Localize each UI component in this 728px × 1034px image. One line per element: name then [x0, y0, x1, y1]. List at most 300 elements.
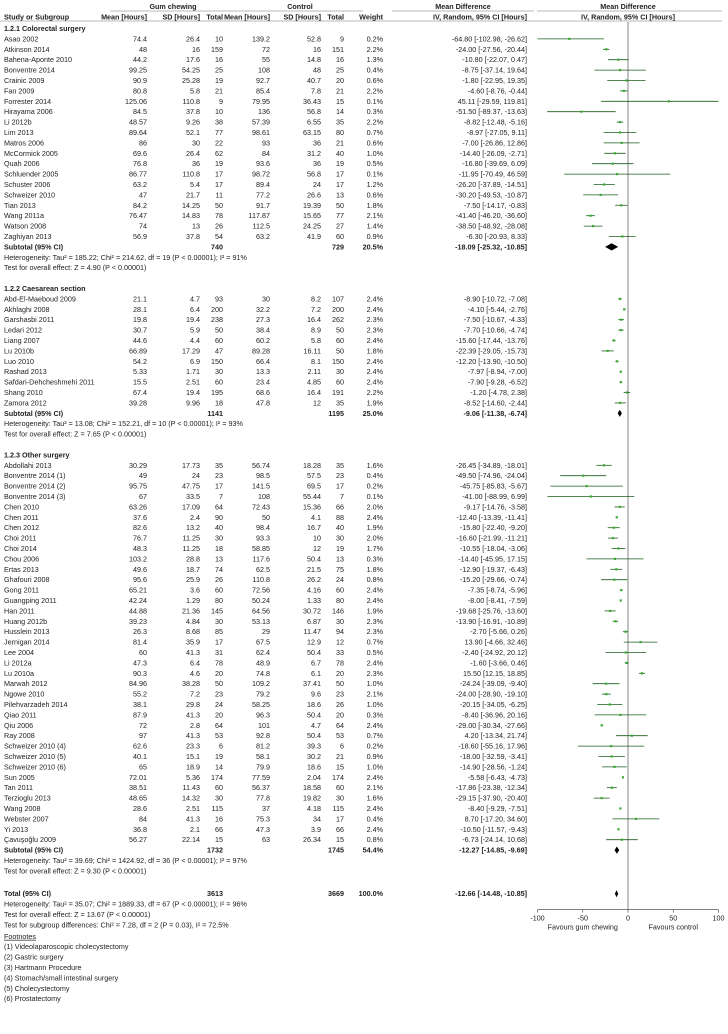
cell-sd-control: 56.8: [307, 169, 321, 179]
cell-mean-gum: 44.6: [133, 336, 147, 345]
study-name: Jernigan 2014: [4, 637, 50, 647]
cell-sd-gum: 17.73: [182, 460, 200, 470]
cell-sd-gum: 25.28: [182, 76, 200, 85]
cell-md-ci: -8.00 [-8.41, -7.59]: [467, 596, 527, 605]
cell-weight: 1.0%: [366, 700, 383, 709]
study-name: Çavuşoğlu 2009: [4, 835, 56, 845]
cell-sd-gum: 21.36: [182, 606, 200, 616]
column-header-sd-gum: SD [Hours]: [162, 12, 200, 22]
cell-total-control: 88: [336, 512, 344, 522]
cell-weight: 2.4%: [366, 356, 383, 366]
cell-md-ci: -14.40 [-45.95, 17.15]: [458, 554, 527, 564]
cell-sd-gum: 9.26: [186, 117, 200, 127]
cell-weight: 2.2%: [366, 86, 383, 96]
cell-mean-control: 92.7: [256, 76, 270, 85]
cell-mean-control: 13.3: [256, 367, 270, 377]
cell-total-control: 40: [336, 148, 344, 158]
cell-mean-gum: 67: [139, 492, 147, 501]
cell-total-control: 20: [336, 76, 344, 85]
study-marker: [601, 797, 603, 799]
cell-total-gum: 47: [215, 346, 223, 356]
study-marker: [611, 787, 613, 789]
study-name: Han 2011: [4, 606, 35, 616]
cell-total-control: 191: [332, 388, 344, 397]
cell-sd-gum: 1.29: [186, 596, 200, 605]
cell-total-gum: 30: [215, 793, 223, 803]
cell-total-control: 30: [336, 616, 344, 626]
footnote: (3) Hartmann Procedure: [4, 963, 82, 972]
cell-mean-control: 93.6: [256, 159, 270, 169]
cell-total-control: 50: [336, 325, 344, 335]
cell-total-gum: 14: [215, 762, 223, 772]
study-name: Abd-El-Maeboud 2009: [4, 294, 76, 304]
cell-sd-control: 10: [313, 533, 321, 543]
cell-weight: 2.3%: [366, 627, 383, 637]
cell-total-gum: 80: [215, 596, 223, 605]
cell-weight: 54.4%: [362, 845, 383, 855]
study-name: Schweizer 2010 (5): [4, 752, 66, 761]
cell-weight: 2.4%: [366, 804, 383, 813]
study-name: Matros 2006: [4, 138, 44, 148]
cell-md-ci: -7.00 [-26.86, 12.86]: [462, 138, 527, 148]
footnote: (2) Gastric surgery: [4, 952, 64, 962]
cell-md-ci: -8.40 [-36.96, 20.16]: [462, 710, 527, 720]
subtotal-diamond: [605, 243, 618, 250]
cell-total-gum: 9: [219, 96, 223, 106]
cell-weight: 0.4%: [366, 814, 383, 824]
cell-mean-control: 74.8: [256, 668, 270, 678]
cell-sd-gum: 33.5: [186, 492, 200, 501]
cell-md-ci: -4.10 [-5.44, -2.76]: [467, 304, 527, 314]
cell-md-ci: -7.35 [-8.74, -5.96]: [467, 585, 527, 595]
cell-sd-gum: 29.8: [186, 700, 200, 709]
cell-weight: 0.9%: [366, 232, 383, 241]
cell-weight: 0.5%: [366, 159, 383, 169]
cell-total-control: 16: [336, 55, 344, 65]
cell-sd-control: 30.2: [307, 752, 321, 761]
study-marker: [610, 745, 612, 747]
cell-sd-control: 16.4: [307, 388, 321, 397]
cell-sd-control: 24: [313, 180, 321, 189]
study-marker: [605, 683, 607, 685]
study-marker: [605, 48, 607, 50]
cell-mean-control: 89.4: [256, 180, 270, 189]
cell-weight: 2.0%: [366, 533, 383, 543]
cell-mean-gum: 66.89: [129, 346, 147, 356]
cell-total-control: 19: [336, 544, 344, 553]
cell-total-gum: 62: [215, 148, 223, 158]
cell-weight: 2.2%: [366, 44, 383, 54]
study-marker: [621, 235, 623, 237]
cell-md-ci: -18.60 [-55.16, 17.96]: [458, 741, 527, 751]
total-stat-text: Heterogeneity: Tau² = 35.07; Chi² = 1889.33, df = 67 (P < 0.00001); I² = 96%: [4, 899, 247, 909]
cell-mean-gum: 60: [139, 648, 147, 657]
cell-total-gum: 6: [219, 741, 223, 751]
study-name: Zaghiyan 2013: [4, 232, 52, 241]
cell-sd-gum: 19.4: [186, 388, 200, 397]
cell-total-gum: 19: [215, 76, 223, 85]
study-name: Chen 2011: [4, 512, 39, 522]
cell-md-ci: -41.40 [-46.20, -36.60]: [455, 211, 527, 221]
cell-sd-gum: 54.25: [182, 65, 200, 75]
cell-total-gum: 16: [215, 55, 223, 65]
cell-total-control: 35: [336, 398, 344, 408]
cell-md-ci: -8.52 [-14.60, -2.44]: [463, 398, 527, 408]
cell-mean-gum: 86.77: [129, 169, 147, 179]
cell-total-control: 15: [336, 762, 344, 772]
cell-weight: 0.8%: [366, 835, 383, 845]
cell-total-control: 53: [336, 731, 344, 741]
cell-mean-control: 98.72: [252, 169, 270, 179]
total-stat-text: Test for overall effect: Z = 13.67 (P < 0.00001): [4, 910, 151, 919]
cell-total-gum: 77: [215, 128, 223, 137]
cell-total-control: 23: [336, 689, 344, 699]
cell-md-ci: -14.40 [-26.09, -2.71]: [459, 148, 527, 158]
cell-md-ci: -17.86 [-23.38, -12.34]: [455, 783, 527, 793]
cell-md-ci: -51.50 [-89.37, -13.63]: [455, 107, 527, 117]
cell-total-gum: 10: [215, 34, 223, 44]
cell-total-control: 78: [336, 658, 344, 668]
cell-mean-control: 84: [262, 148, 270, 158]
study-marker: [620, 329, 622, 331]
study-marker: [619, 131, 621, 133]
study-name: Quah 2006: [4, 159, 40, 169]
cell-sd-gum: 13: [192, 221, 200, 231]
cell-sd-gum: 41.3: [186, 814, 200, 824]
cell-total-gum: 11: [215, 190, 223, 200]
cell-sd-control: 16: [313, 44, 321, 54]
cell-mean-gum: 54.2: [133, 356, 147, 366]
cell-mean-gum: 48: [139, 44, 147, 54]
cell-sd-control: 3.9: [311, 824, 321, 834]
study-name: Husslein 2013: [4, 627, 50, 637]
cell-total-control: 64: [336, 720, 344, 730]
cell-weight: 2.4%: [366, 377, 383, 387]
cell-mean-control: 112.5: [252, 221, 270, 231]
cell-sd-gum: 5.4: [190, 180, 200, 189]
cell-sd-gum: 11.25: [182, 533, 200, 543]
cell-total-gum: 13: [215, 554, 223, 564]
cell-md-ci: -6.73 [-24.14, 10.68]: [462, 835, 527, 845]
cell-total-gum: 20: [215, 668, 223, 678]
column-header-mean-gum: Mean [Hours]: [101, 12, 147, 22]
cell-sd-control: 4.85: [307, 377, 321, 387]
study-marker: [619, 402, 621, 404]
cell-md-ci: -19.68 [-25.76, -13.60]: [455, 606, 527, 616]
study-marker: [612, 163, 614, 165]
cell-sd-control: 36.43: [303, 96, 321, 106]
cell-sd-gum: 8.68: [186, 627, 200, 637]
study-name: Akhlaghi 2008: [4, 304, 50, 314]
cell-sd-control: 50.4: [307, 731, 321, 741]
cell-total-gum: 1141: [207, 408, 223, 418]
subgroup-title: 1.2.2 Caesarean section: [4, 284, 86, 293]
heterogeneity-text: Heterogeneity: Tau² = 13.08; Chi² = 152.21, df = 10 (P < 0.00001); I² = 93%: [4, 419, 243, 429]
cell-weight: 2.4%: [366, 304, 383, 314]
md-title: Mean Difference: [435, 2, 491, 11]
cell-mean-control: 64.56: [252, 606, 270, 616]
cell-mean-gum: 69.6: [133, 148, 147, 158]
cell-mean-control: 29: [262, 627, 270, 637]
cell-total-control: 25: [336, 65, 344, 75]
footnote: (5) Cholecystectomy: [4, 983, 70, 993]
cell-md-ci: -15.20 [-29.66, -0.74]: [459, 575, 527, 585]
cell-sd-gum: 4.84: [186, 616, 200, 626]
cell-total-control: 66: [336, 502, 344, 512]
cell-total-gum: 30: [215, 616, 223, 626]
cell-sd-control: 55.44: [303, 492, 321, 501]
cell-mean-gum: 89.64: [129, 128, 147, 137]
column-header-sd-control: SD [Hours]: [283, 12, 321, 22]
cell-mean-gum: 39.28: [129, 398, 147, 408]
cell-mean-control: 96.3: [256, 710, 270, 720]
cell-weight: 1.2%: [366, 180, 383, 189]
study-name: Yi 2013: [4, 824, 29, 834]
cell-mean-gum: 63.2: [133, 180, 147, 189]
study-marker: [589, 215, 591, 217]
cell-total-gum: 26: [215, 221, 223, 231]
cell-mean-control: 72.56: [252, 585, 270, 595]
cell-total-control: 94: [336, 627, 344, 637]
cell-weight: 0.7%: [366, 128, 383, 137]
x-tick-label: 100: [712, 913, 725, 923]
cell-mean-control: 108: [258, 492, 270, 501]
study-marker: [568, 38, 570, 40]
cell-mean-gum: 36.8: [133, 824, 147, 834]
cell-mean-control: 81.2: [256, 741, 270, 751]
study-name: Schweizer 2010 (6): [4, 762, 66, 772]
cell-mean-control: 98.61: [252, 128, 270, 137]
cell-weight: 2.4%: [366, 367, 383, 377]
study-name: Lee 2004: [4, 648, 34, 657]
cell-md-ci: -15.80 [-22.40, -9.20]: [459, 523, 527, 533]
cell-mean-control: 79.2: [256, 689, 270, 699]
cell-sd-gum: 23.3: [186, 741, 200, 751]
study-name: Garshasbi 2011: [4, 315, 55, 325]
cell-total-control: 80: [336, 596, 344, 605]
cell-mean-control: 66.4: [256, 356, 270, 366]
cell-total-gum: 18: [215, 544, 223, 553]
cell-total-control: 19: [336, 159, 344, 169]
study-marker: [620, 381, 622, 383]
cell-total-control: 60: [336, 783, 344, 793]
cell-mean-control: 23.4: [256, 377, 270, 387]
cell-mean-gum: 39.23: [129, 616, 147, 626]
cell-sd-gum: 16: [192, 44, 200, 54]
cell-total-control: 50: [336, 346, 344, 356]
cell-total-gum: 17: [215, 637, 223, 647]
study-name: Chou 2006: [4, 554, 40, 564]
cell-mean-control: 56.74: [252, 460, 270, 470]
cell-sd-control: 57.5: [307, 471, 321, 481]
cell-sd-gum: 110.8: [182, 169, 200, 179]
cell-weight: 0.2%: [366, 34, 383, 44]
cell-mean-control: 79.9: [256, 762, 270, 772]
cell-sd-gum: 41.3: [186, 731, 200, 741]
study-marker: [631, 735, 633, 737]
cell-total-gum: 64: [215, 720, 223, 730]
cell-weight: 0.8%: [366, 575, 383, 585]
cell-md-ci: 45.11 [-29.59, 119.81]: [457, 96, 527, 106]
cell-total-control: 60: [336, 336, 344, 345]
study-name: Liang 2007: [4, 336, 40, 345]
cell-mean-control: 62.5: [256, 564, 270, 574]
cell-total-gum: 145: [211, 606, 223, 616]
cell-md-ci: -13.90 [-16.91, -10.89]: [455, 616, 527, 626]
cell-md-ci: -1.80 [-22.95, 19.35]: [462, 76, 527, 85]
study-name: Bahena-Aponte 2010: [4, 55, 72, 65]
cell-weight: 1.0%: [366, 762, 383, 772]
cell-weight: 0.6%: [366, 138, 383, 148]
cell-weight: 0.3%: [366, 710, 383, 720]
cell-total-gum: 26: [215, 575, 223, 585]
cell-md-ci: -11.95 [-70.49, 46.59]: [458, 169, 527, 179]
cell-sd-control: 18.6: [307, 700, 321, 709]
cell-total-control: 21: [336, 752, 344, 761]
cell-total-gum: 64: [215, 502, 223, 512]
study-marker: [620, 589, 622, 591]
cell-total-control: 50: [336, 200, 344, 210]
cell-total-control: 174: [332, 772, 344, 782]
cell-md-ci: -8.82 [-12.48, -5.16]: [463, 117, 527, 127]
cell-mean-gum: 49.6: [133, 564, 147, 574]
cell-total-gum: 54: [215, 232, 223, 241]
column-header-study: Study or Subgroup: [4, 12, 70, 22]
cell-sd-gum: 37.8: [186, 107, 200, 117]
cell-md-ci: -18.00 [-32.59, -3.41]: [459, 752, 527, 761]
cell-md-ci: -18.09 [-25.32, -10.85]: [455, 242, 527, 252]
cell-sd-gum: 1.71: [186, 367, 200, 377]
cell-mean-control: 101: [258, 720, 270, 730]
cell-total-control: 26: [336, 700, 344, 709]
study-name: Chen 2012: [4, 523, 40, 533]
cell-sd-control: 6.7: [311, 658, 321, 668]
cell-md-ci: -45.75 [-85.83, -5.67]: [459, 481, 527, 491]
cell-total-control: 14: [336, 107, 344, 117]
cell-mean-control: 77.2: [256, 190, 270, 200]
study-name: Wang 2008: [4, 804, 41, 813]
cell-total-control: 35: [336, 117, 344, 127]
cell-md-ci: -9.17 [-14.76, -3.58]: [463, 502, 527, 512]
cell-weight: 0.3%: [366, 107, 383, 117]
cell-md-ci: -26.45 [-34.89, -18.01]: [455, 460, 527, 470]
cell-mean-gum: 44.88: [129, 606, 147, 616]
cell-sd-control: 2.11: [307, 367, 321, 377]
cell-sd-control: 4.7: [311, 720, 321, 730]
cell-total-gum: 150: [211, 356, 223, 366]
cell-total-control: 1195: [328, 408, 344, 418]
cell-mean-control: 58.1: [256, 752, 270, 761]
study-marker: [619, 807, 621, 809]
study-marker: [617, 59, 619, 61]
cell-md-ci: -7.90 [-9.28, -6.52]: [467, 377, 527, 387]
cell-total-gum: 174: [211, 772, 223, 782]
study-marker: [620, 599, 622, 601]
cell-mean-gum: 72.01: [129, 772, 147, 782]
cell-sd-gum: 110.8: [182, 96, 200, 106]
cell-sd-gum: 21.7: [186, 190, 200, 200]
cell-mean-control: 93.3: [256, 533, 270, 543]
study-name: Webster 2007: [4, 814, 49, 824]
cell-weight: 2.3%: [366, 616, 383, 626]
cell-sd-gum: 4.6: [190, 668, 200, 678]
cell-weight: 1.9%: [366, 523, 383, 533]
cell-mean-gum: 47: [139, 190, 147, 200]
cell-mean-control: 68.6: [256, 388, 270, 397]
cell-sd-gum: 28.8: [186, 554, 200, 564]
cell-sd-control: 18.58: [303, 783, 321, 793]
cell-weight: 0.3%: [366, 554, 383, 564]
cell-total-gum: 78: [215, 211, 223, 221]
cell-md-ci: -24.00 [-27.56, -20.44]: [455, 44, 527, 54]
cell-mean-gum: 44.2: [133, 55, 147, 65]
heterogeneity-text: Heterogeneity: Tau² = 185.22; Chi² = 214.62, df = 19 (P < 0.00001); I² = 91%: [4, 252, 247, 262]
cell-mean-gum: 97: [139, 731, 147, 741]
cell-mean-gum: 87.9: [133, 710, 147, 720]
column-header-mean-control: Mean [Hours]: [224, 12, 270, 22]
study-marker: [624, 631, 626, 633]
cell-total-gum: 1732: [207, 845, 223, 855]
study-marker: [617, 547, 619, 549]
cell-weight: 1.0%: [366, 679, 383, 689]
cell-total-gum: 50: [215, 200, 223, 210]
cell-total-gum: 24: [215, 700, 223, 709]
cell-total-control: 151: [332, 44, 344, 54]
cell-md-ci: -7.50 [-14.17, -0.83]: [463, 200, 527, 210]
cell-sd-control: 41.9: [307, 232, 321, 241]
plot-subtitle: IV, Random, 95% CI [Hours]: [581, 12, 675, 22]
study-name: Li 2012a: [4, 658, 32, 668]
cell-total-gum: 53: [215, 731, 223, 741]
cell-sd-gum: 11.25: [182, 544, 200, 553]
cell-mean-control: 91.7: [256, 200, 270, 210]
cell-mean-gum: 82.6: [133, 523, 147, 533]
cell-weight: 1.9%: [366, 398, 383, 408]
study-marker: [611, 755, 613, 757]
cell-total-gum: 19: [215, 159, 223, 169]
cell-md-ci: -8.90 [-10.72, -7.08]: [463, 294, 527, 304]
cell-total-gum: 35: [215, 460, 223, 470]
cell-sd-control: 69.5: [307, 481, 321, 491]
cell-md-ci: -5.58 [-6.43, -4.73]: [467, 772, 527, 782]
study-marker: [639, 641, 641, 643]
cell-mean-control: 63: [262, 835, 270, 845]
cell-mean-control: 53.13: [252, 616, 270, 626]
study-name: Qiao 2011: [4, 710, 37, 720]
cell-weight: 1.7%: [366, 544, 383, 553]
cell-weight: 100.0%: [358, 889, 383, 899]
cell-total-control: 150: [332, 356, 344, 366]
cell-md-ci: -41.00 [-88.99, 6.99]: [462, 492, 527, 501]
cell-mean-gum: 42.24: [129, 596, 147, 605]
cell-weight: 2.4%: [366, 824, 383, 834]
cell-mean-control: 50: [262, 512, 270, 522]
study-marker: [585, 485, 587, 487]
cell-total-control: 200: [332, 304, 344, 314]
cell-total-gum: 740: [211, 242, 223, 252]
x-tick-label: 0: [626, 913, 630, 923]
cell-md-ci: -2.70 [-5.66, 0.26]: [470, 627, 527, 637]
cell-mean-control: 98.5: [256, 471, 270, 481]
study-marker: [616, 173, 618, 175]
cell-total-control: 3669: [328, 889, 344, 899]
cell-sd-control: 40.7: [307, 76, 321, 85]
cell-mean-gum: 74.4: [133, 34, 147, 44]
study-name: Schweizer 2010 (4): [4, 741, 66, 751]
cell-mean-gum: 67.4: [133, 388, 147, 397]
cell-sd-gum: 17.29: [182, 346, 200, 356]
cell-sd-control: 5.8: [311, 336, 321, 345]
